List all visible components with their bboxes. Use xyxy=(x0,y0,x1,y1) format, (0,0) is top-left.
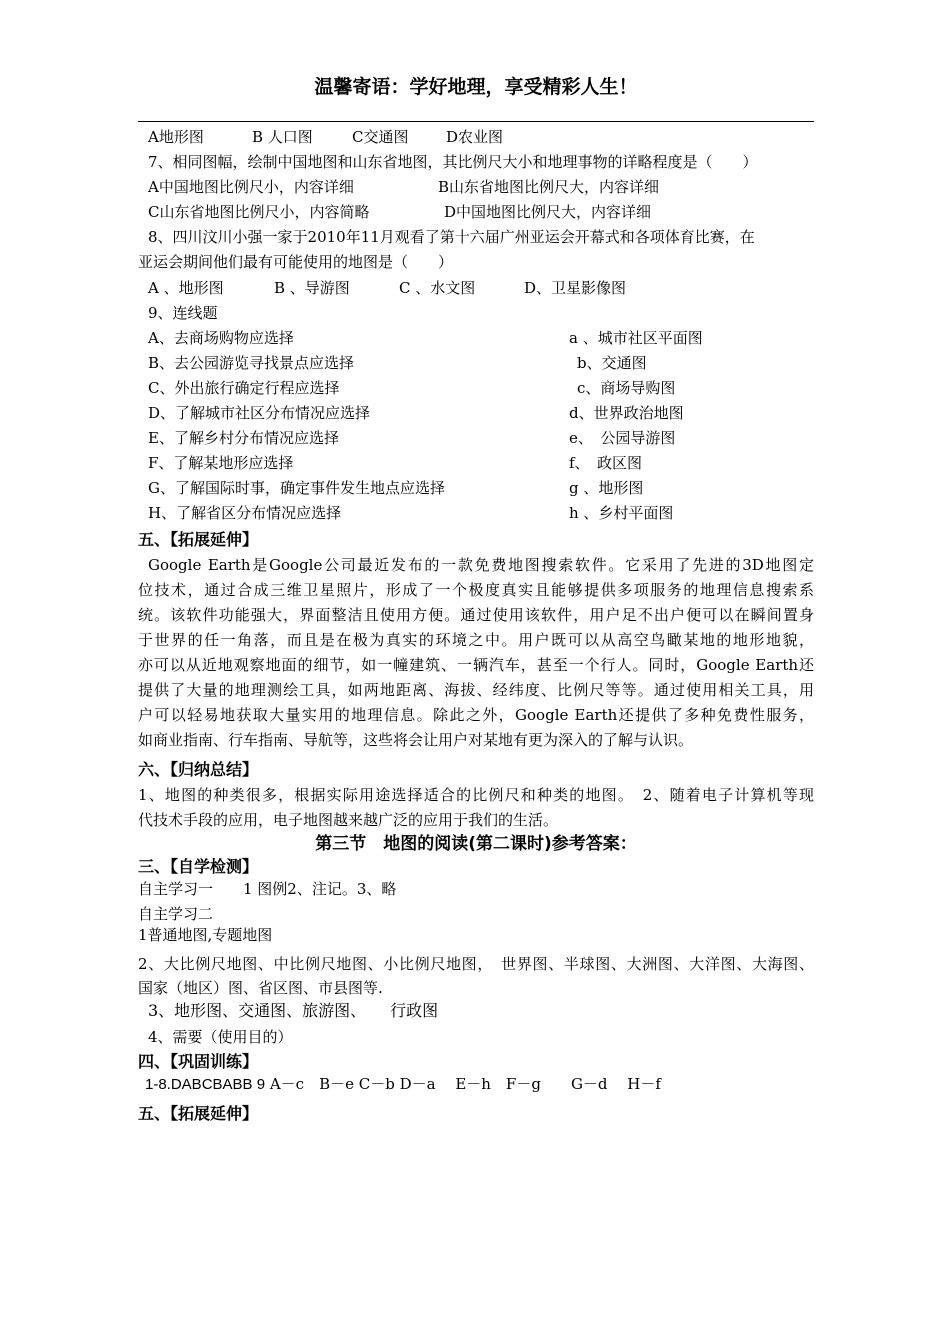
section6-heading: 六、【归纳总结】 xyxy=(138,760,259,779)
q9-left-a: A、去商场购物应选择 xyxy=(148,329,294,347)
q9-right-f: f、 政区图 xyxy=(569,454,643,472)
q8-option-d: D、卫星影像图 xyxy=(524,279,627,297)
section5-line: 位技术，通过合成三维卫星照片，形成了一个极度真实且能够提供多项服务的地理信息搜索系 xyxy=(138,581,814,599)
answers-section4-answer xyxy=(145,1074,821,1095)
section5-line: Google Earth是Google公司最近发布的一款免费地图搜索软件。它采用了先进的3D地图定 xyxy=(148,556,814,574)
answers-item-3: 3、地形图、交通图、旅游图、 行政图 xyxy=(148,1001,439,1020)
q6-option-c: C交通图 xyxy=(352,128,409,146)
q8-stem-line2: 亚运会期间他们最有可能使用的地图是（ ） xyxy=(138,253,454,271)
answer-key-title: 第三节 地图的阅读(第二课时)参考答案： xyxy=(315,834,637,854)
q7-stem: 7、相同图幅，绘制中国地图和山东省地图，其比例尺大小和地理事物的详略程度是（ ） xyxy=(148,153,758,171)
q7-options-row2 xyxy=(148,202,814,222)
q9-left-f: F、了解某地形应选择 xyxy=(148,454,294,472)
answers-self-study-2: 自主学习二 xyxy=(138,905,214,923)
answers-matching-key: A－c B－e C－b D－a E－h F－g G－d H－f xyxy=(265,1075,661,1093)
q6-option-b: B 人口图 xyxy=(252,128,313,146)
answers-self-study-1: 自主学习一 1 图例2、注记。3、略 xyxy=(138,880,397,898)
q9-left-e: E、了解乡村分布情况应选择 xyxy=(148,429,339,447)
answers-section5-heading: 五、【拓展延伸】 xyxy=(138,1104,259,1123)
q9-right-d: d、世界政治地图 xyxy=(569,404,684,422)
section6-line1: 1、地图的种类很多，根据实际用途选择适合的比例尺和种类的地图。 2、随着电子计算机等现 xyxy=(138,786,814,804)
q7-option-c: C山东省地图比例尺小，内容简略 xyxy=(148,203,370,221)
q7-option-b: B山东省地图比例尺大，内容详细 xyxy=(438,178,660,196)
q7-options-row1 xyxy=(148,177,814,197)
section5-line: 统。该软件功能强大，界面整洁且使用方便。通过使用该软件，用户足不出户便可以在瞬间置身 xyxy=(138,606,814,624)
q9-left-d: D、了解城市社区分布情况应选择 xyxy=(148,404,371,422)
answers-item-2-line1: 2、大比例尺地图、中比例尺地图、小比例尺地图， 世界图、半球图、大洲图、大洋图、大海图、 xyxy=(138,955,814,973)
q9-left-g: G、了解国际时事，确定事件发生地点应选择 xyxy=(148,479,445,497)
q9-title: 9、连线题 xyxy=(148,304,218,322)
answers-section3-heading: 三、【自学检测】 xyxy=(138,857,259,876)
q6-option-a: A地形图 xyxy=(148,128,204,146)
q8-options xyxy=(148,278,814,298)
q8-stem-line1: 8、四川汶川小强一家于2010年11月观看了第十六届广州亚运会开幕式和各项体育比赛，在 xyxy=(148,228,755,246)
answers-section4-heading: 四、【巩固训练】 xyxy=(138,1052,259,1071)
q8-option-c: C 、水文图 xyxy=(399,279,476,297)
section5-line: 户可以轻易地获取大量实用的地理信息。除此之外，Google Earth还提供了多种免费性服务， xyxy=(138,706,814,724)
answers-item-2-line2: 国家（地区）图、省区图、市县图等. xyxy=(138,979,383,997)
q9-left-c: C、外出旅行确定行程应选择 xyxy=(148,379,340,397)
q9-right-e: e、 公园导游图 xyxy=(569,429,676,447)
section5-heading: 五、【拓展延伸】 xyxy=(138,530,259,549)
q6-options xyxy=(148,127,814,147)
section5-line: 于世界的任一角落，而且是在极为真实的环境之中。用户既可以从高空鸟瞰某地的地形地貌， xyxy=(138,631,814,649)
q6-option-d: D农业图 xyxy=(446,128,504,146)
header-divider xyxy=(138,121,814,122)
q8-option-a: A 、地形图 xyxy=(148,279,224,297)
q9-right-b: b、交通图 xyxy=(577,354,647,372)
q9-right-a: a 、城市社区平面图 xyxy=(569,329,703,347)
answers-item-1: 1普通地图,专题地图 xyxy=(138,926,273,944)
answers-mc-key: 1-8.DABCBABB 9 xyxy=(145,1076,266,1093)
section6-line2: 代技术手段的应用，电子地图越来越广泛的应用于我们的生活。 xyxy=(138,811,559,829)
section5-line: 亦可以从近地观察地面的细节，如一幢建筑、一辆汽车，甚至一个行人。同时，Google Earth还 xyxy=(138,656,814,674)
section5-line: 提供了大量的地理测绘工具，如两地距离、海拔、经纬度、比例尺等等。通过使用相关工具，用 xyxy=(138,681,814,699)
answers-item-4: 4、需要（使用目的） xyxy=(148,1028,293,1046)
q9-right-h: h 、乡村平面图 xyxy=(569,504,674,522)
q9-right-g: g 、地形图 xyxy=(569,479,644,497)
q9-left-b: B、去公园游览寻找景点应选择 xyxy=(148,354,355,372)
q7-option-d: D中国地图比例尺大，内容详细 xyxy=(444,203,652,221)
q8-option-b: B 、导游图 xyxy=(274,279,350,297)
section5-line: 如商业指南、行车指南、导航等，这些将会让用户对某地有更为深入的了解与认识。 xyxy=(138,731,694,749)
q9-right-c: c、商场导购图 xyxy=(577,379,676,397)
page-header-title: 温馨寄语：学好地理，享受精彩人生！ xyxy=(314,76,638,98)
q9-left-h: H、了解省区分布情况应选择 xyxy=(148,504,342,522)
q7-option-a: A中国地图比例尺小，内容详细 xyxy=(148,178,354,196)
